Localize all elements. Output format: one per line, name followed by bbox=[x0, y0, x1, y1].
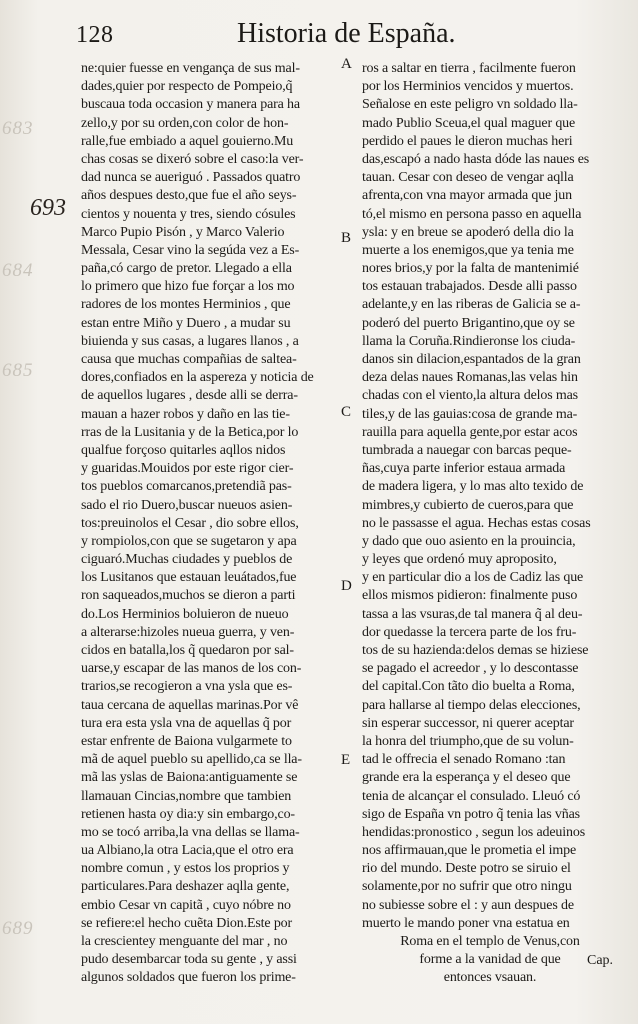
text-line: lo primero que hizo fue forçar a los mo bbox=[81, 279, 295, 295]
text-line: la crescientey menguante del mar , no bbox=[81, 934, 288, 949]
text-line: embio Cesar vn capitã , cuyo nóbre no bbox=[81, 897, 291, 913]
right-text-column bbox=[362, 60, 618, 988]
faded-stamp: 683 bbox=[2, 118, 34, 139]
text-line: rras de la Lusitania y de la Betica,por lo bbox=[81, 424, 299, 440]
margin-year-note: 693 bbox=[30, 195, 66, 221]
text-line: solamente,por no sufrir que otro ningu bbox=[362, 879, 572, 895]
margin-letter-e: E bbox=[341, 752, 351, 768]
left-text-column bbox=[81, 60, 343, 988]
text-line: dades,quier por respecto de Pompeio,q̃ bbox=[81, 79, 293, 95]
text-line: a alterarse:hizoles nueua guerra, y ven- bbox=[81, 624, 295, 640]
text-line: se refiere:el hecho cuẽta Dion.Este por bbox=[81, 915, 293, 931]
text-line: do.Los Herminios boluieron de nueuo bbox=[81, 606, 289, 622]
text-line: ñas,cuya parte inferior estaua armada bbox=[362, 461, 566, 477]
text-line: tó,el mismo en persona passo en aquella bbox=[362, 206, 582, 222]
text-line: perdido el paues le dieron muchas heri bbox=[362, 133, 573, 149]
text-line: nores brios,y por la falta de mantenimié bbox=[362, 261, 579, 277]
text-line: causa que muchas compañias de saltea- bbox=[81, 352, 297, 367]
text-line: Marco Pupio Pisón , y Marco Valerio bbox=[81, 224, 285, 240]
text-line: los Lusitanos que estauan leuátados,fue bbox=[81, 570, 297, 586]
text-line: qualfue forçoso quitarles aqllos nidos bbox=[81, 442, 286, 458]
text-line: del capital.Con tãto dio buelta a Roma, bbox=[362, 679, 575, 695]
catchword: Cap. bbox=[587, 953, 614, 968]
text-line: y dado que ouo asiento en la prouincia, bbox=[362, 533, 576, 549]
text-line: estar enfrente de Baiona vulgarmete to bbox=[81, 733, 292, 749]
text-line: dor quedasse la tercera parte de los fru- bbox=[362, 624, 577, 640]
text-line: radores de los montes Herminios , que bbox=[81, 297, 291, 313]
text-line: trarios,se recogieron a vna ysla que es- bbox=[81, 679, 293, 695]
text-line: cientos y nouenta y tres, siendo cósules bbox=[81, 206, 296, 222]
text-line: por los Herminios vencidos y muertos. bbox=[362, 79, 574, 95]
text-line: nos affirmauan,que le prometia el impe bbox=[362, 843, 577, 859]
text-line: taua cercana de aquellas marinas.Por vê bbox=[81, 697, 299, 713]
text-line: y leyes que ordenó muy aproposito, bbox=[362, 552, 557, 568]
text-line: ne:quier fuesse en vengança de sus mal- bbox=[81, 61, 300, 76]
text-line: entonces vsauan. bbox=[443, 970, 537, 986]
faded-stamp: 685 bbox=[2, 360, 34, 381]
text-line: ron saqueados,muchos se dieron a parti bbox=[81, 588, 296, 604]
text-line: tiles,y de las gauias:cosa de grande ma- bbox=[362, 406, 578, 422]
text-line: ysla: y en breue se apoderó della dio la bbox=[362, 224, 574, 240]
text-line: deza delas naues Romanas,las velas hin bbox=[362, 370, 578, 386]
text-line: se pagado el acreedor , y lo descontasse bbox=[362, 661, 579, 677]
text-line: de madera ligera, y lo mas alto texido de bbox=[362, 479, 584, 495]
text-line: algunos soldados que fueron los prime- bbox=[81, 970, 296, 986]
text-line: mado Publio Sceua,el qual maguer que bbox=[362, 115, 576, 131]
text-line: adelante,y en las riberas de Galicia se a- bbox=[362, 297, 581, 313]
text-line: tura era esta ysla vna de aquellas q̃ por bbox=[81, 715, 292, 731]
running-head: Historia de España. bbox=[237, 18, 456, 49]
text-line: ua Albiano,la otra Lacia,que el otro era bbox=[81, 843, 294, 859]
text-line: llamauan Cincias,nombre que tambien bbox=[81, 788, 292, 804]
text-line: y rompiolos,con que se sugetaron y apa bbox=[81, 533, 297, 549]
text-line: danos sin dilacion,espantados de la gran bbox=[362, 352, 581, 367]
text-line: das,escapó a nado hasta dóde las naues es bbox=[362, 151, 590, 167]
text-line: y en particular dio a los de Cadiz las que bbox=[362, 570, 584, 586]
text-line: ros a saltar en tierra , facilmente fueron bbox=[362, 61, 576, 76]
text-line: ciguaró.Muchas ciudades y pueblos de bbox=[81, 552, 293, 568]
text-line: años despues desto,que fue el año seys- bbox=[81, 188, 297, 204]
text-line: poderó del puerto Brigantino,que oy se bbox=[362, 315, 575, 331]
faded-stamp: 684 bbox=[2, 260, 34, 281]
text-line: particulares.Para deshazer aqlla gente, bbox=[81, 879, 290, 895]
text-line: dores,confiados en la aspereza y noticia de bbox=[81, 370, 314, 386]
margin-letter-c: C bbox=[341, 404, 352, 420]
text-line: mimbres,y cubierto de cueros,para que bbox=[362, 497, 574, 513]
text-line: nombre comun , y estos los proprios y bbox=[81, 861, 290, 877]
text-line: buscaua toda occasion y manera para ha bbox=[81, 97, 300, 113]
text-line: tumbrada a nauegar con barcas peque- bbox=[362, 442, 572, 458]
text-line: tos pueblos comarcanos,pretendiã pas- bbox=[81, 479, 292, 495]
text-line: paña,có cargo de pretor. Llegado a ella bbox=[81, 261, 292, 277]
text-line: cidos en batalla,los q̃ quedaron por sal- bbox=[81, 643, 294, 658]
text-line: uarse,y escapar de las manos de los con- bbox=[81, 661, 302, 677]
text-line: Señalose en este peligro vn soldado lla- bbox=[362, 97, 578, 113]
text-line: llama la Coruña.Rindieronse los ciuda- bbox=[362, 333, 576, 349]
text-line: sigo de España vn potro q̃ tenia las vñas bbox=[362, 806, 580, 822]
text-line: mã de aquel pueblo su apellido,ca se lla- bbox=[81, 752, 302, 768]
text-line: muerto le mando poner vna estatua en bbox=[362, 915, 570, 931]
text-line: para hallarse al tiempo delas elecciones, bbox=[362, 697, 581, 713]
text-line: ellos mismos pidieron: finalmente puso bbox=[362, 588, 578, 604]
text-line: no subiesse sobre el : y aun despues de bbox=[362, 897, 574, 913]
text-line: rio del mundo. Deste potro se siruio el bbox=[362, 861, 571, 877]
text-line: tenia de alcançar el consulado. Lleuó có bbox=[362, 788, 581, 804]
text-line: chas cosas se dixeró sobre el caso:la ver- bbox=[81, 151, 304, 167]
text-line: Roma en el templo de Venus,con bbox=[400, 934, 580, 949]
text-line: hendidas:pronostico , segun los adeuinos bbox=[362, 824, 586, 840]
text-line: tassa a las vsuras,de tal manera q̃ al deu- bbox=[362, 606, 583, 622]
text-line: mauan a hazer robos y daño en las tie- bbox=[81, 406, 290, 422]
text-line: mã las yslas de Baiona:antiguamente se bbox=[81, 770, 298, 786]
text-line: tos de su hazienda:delos demas se hiziese bbox=[362, 643, 589, 658]
text-line: chadas con el viento,la altura delos mas bbox=[362, 388, 578, 404]
text-line: forme a la vanidad de que bbox=[419, 952, 561, 968]
text-line: tad le offrecia el senado Romano :tan bbox=[362, 752, 566, 768]
text-line: de aquellos lugares , desde alli se derra- bbox=[81, 388, 298, 404]
text-line: muerte a los enemigos,que ya tenia me bbox=[362, 242, 574, 258]
text-line: y guaridas.Mouidos por este rigor cier- bbox=[81, 461, 294, 477]
text-line: tos:preuinolos el Cesar , dio sobre ellos, bbox=[81, 515, 299, 531]
text-line: no le passasse el agua. Hechas estas cosas bbox=[362, 515, 591, 531]
faded-stamp: 689 bbox=[2, 918, 34, 939]
text-line: estan entre Miño y Duero , a mudar su bbox=[81, 315, 291, 331]
text-line: grande era la esperança y el deseo que bbox=[362, 770, 571, 786]
text-line: afrenta,con vna mayor armada que jun bbox=[362, 188, 572, 204]
text-line: dad nunca se aueriguó . Passados quatro bbox=[81, 170, 301, 186]
text-line: rauilla para aquella gente,por estar acos bbox=[362, 424, 578, 440]
page-number: 128 bbox=[76, 22, 114, 48]
text-line: tos estauan trabajados. Desde alli passo bbox=[362, 279, 577, 295]
text-line: retienen hasta oy dia:y sin embargo,co- bbox=[81, 806, 295, 822]
text-line: pudo desembarcar toda su gente , y assi bbox=[81, 952, 297, 968]
text-line: la honra del triumpho,que de su volun- bbox=[362, 733, 574, 749]
text-line: ralle,fue embiado a aquel gouierno.Mu bbox=[81, 133, 294, 149]
margin-letter-d: D bbox=[341, 578, 352, 594]
margin-letter-b: B bbox=[341, 230, 352, 246]
text-line: Messala, Cesar vino la segúda vez a Es- bbox=[81, 242, 300, 258]
text-line: biuienda y sus casas, a lugares llanos , a bbox=[81, 333, 299, 349]
text-line: zello,y por su orden,con color de hon- bbox=[81, 115, 289, 131]
text-line: mo se tocó arriba,la vna dellas se llama- bbox=[81, 824, 300, 840]
text-line: sado el rio Duero,buscar nueuos asien- bbox=[81, 497, 293, 513]
text-line: tauan. Cesar con deseo de vengar aqlla bbox=[362, 170, 574, 186]
text-line: sin esperar successor, ni querer aceptar bbox=[362, 715, 574, 731]
margin-letter-a: A bbox=[341, 56, 352, 72]
